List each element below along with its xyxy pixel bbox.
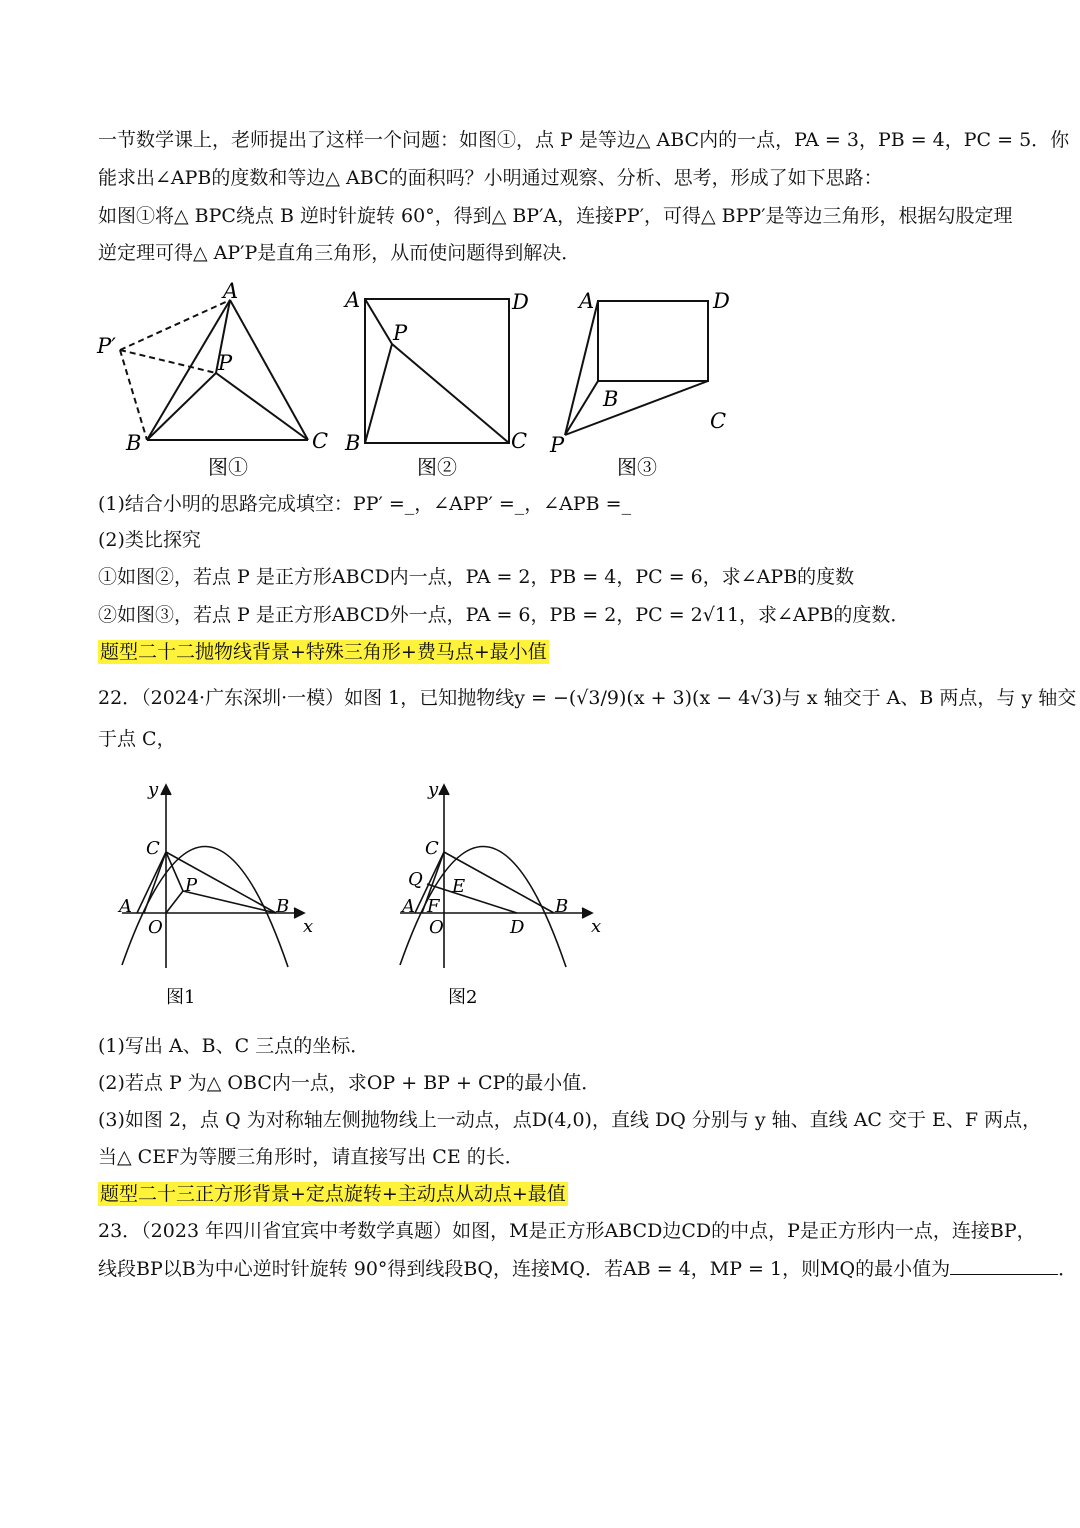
- graph2-label-E: E: [452, 876, 466, 897]
- graph1-label-P: P: [185, 875, 198, 896]
- intro-line-4: 逆定理可得△ AP′P是直角三角形，从而使问题得到解决．: [98, 242, 581, 264]
- figure-3: [545, 280, 745, 483]
- fig2-label-A: A: [345, 288, 361, 312]
- graph1-label-C: C: [146, 838, 160, 859]
- q21-part-2-2: ②如图③，若点 P 是正方形ABCD外一点，PA = 6，PB = 2，PC = 2√11，求∠APB的度数．: [98, 604, 910, 626]
- answer-blank[interactable]: [950, 1256, 1058, 1275]
- fig2-label-B: B: [345, 431, 361, 455]
- q23-line-1: 23．（2023 年四川省宜宾中考数学真题）如图，M是正方形ABCD边CD的中点，P是正方形内一点，连接BP，: [98, 1220, 1036, 1242]
- q22-line-2: 于点 C，: [98, 728, 176, 750]
- graph2-label-F: F: [427, 896, 440, 917]
- graph2-label-y: y: [428, 779, 439, 800]
- fig3-label-D: D: [713, 289, 730, 313]
- q21-part-2-1: ①如图②，若点 P 是正方形ABCD内一点，PA = 2，PB = 4，PC = 6，求∠APB的度数: [98, 566, 855, 588]
- q22-part-2: (2)若点 P 为△ OBC内一点，求OP + BP + CP的最小值．: [98, 1072, 601, 1094]
- fig2-caption: 图②: [417, 455, 457, 479]
- graph1-caption: 图1: [166, 987, 196, 1008]
- graph2-label-B: B: [555, 896, 569, 917]
- q23-line-2-end: ．: [1058, 1258, 1078, 1280]
- graph2-label-A: A: [402, 896, 415, 917]
- figure-1: [90, 278, 340, 483]
- fig1-label-C: C: [312, 429, 329, 453]
- q21-part-1: (1)结合小明的思路完成填空：PP′ =_，∠APP′ =_，∠APB =_: [98, 493, 632, 515]
- graph-2: [392, 775, 607, 1015]
- q22-part-1: (1)写出 A、B、C 三点的坐标．: [98, 1035, 370, 1057]
- q23-line-2: [98, 1256, 1077, 1281]
- section-heading-22-text: 题型二十二抛物线背景+特殊三角形+费马点+最小值: [100, 641, 547, 663]
- fig3-label-P: P: [550, 433, 565, 457]
- q22-part-3: (3)如图 2，点 Q 为对称轴左侧抛物线上一动点，点D(4,0)，直线 DQ 分别与 y 轴、直线 AC 交于 E、F 两点，: [98, 1109, 1042, 1131]
- section-heading-23-text: 题型二十三正方形背景+定点旋转+主动点从动点+最值: [100, 1183, 566, 1205]
- graph1-label-A: A: [119, 896, 132, 917]
- graph1-label-B: B: [276, 896, 290, 917]
- fig1-label-B: B: [126, 431, 142, 455]
- section-heading-22: [98, 640, 549, 664]
- graph-1: [110, 775, 320, 1015]
- fig1-label-P-prime: P′: [97, 334, 116, 358]
- fig2-label-D: D: [512, 290, 529, 314]
- fig1-label-A: A: [223, 279, 239, 303]
- graph2-caption: 图2: [448, 987, 478, 1008]
- figure-2: [340, 280, 540, 483]
- graph2-label-x: x: [591, 916, 602, 937]
- graph2-label-C: C: [425, 838, 439, 859]
- fig2-label-C: C: [511, 429, 528, 453]
- section-heading-23: [98, 1182, 568, 1206]
- fig3-label-C: C: [710, 409, 727, 433]
- intro-line-1: 一节数学课上，老师提出了这样一个问题：如图①，点 P 是等边△ ABC内的一点，PA = 3，PB = 4，PC = 5．你: [98, 129, 1070, 151]
- graph2-label-O: O: [429, 917, 444, 938]
- graph1-label-O: O: [148, 917, 163, 938]
- graph2-label-D: D: [510, 917, 525, 938]
- fig1-caption: 图①: [208, 455, 248, 479]
- graph1-label-y: y: [148, 779, 159, 800]
- fig3-label-B: B: [603, 387, 619, 411]
- q23-line-2-text: 线段BP以B为中心逆时针旋转 90°得到线段BQ，连接MQ．若AB = 4，MP = 1，则MQ的最小值为: [98, 1258, 951, 1280]
- intro-line-3: 如图①将△ BPC绕点 B 逆时针旋转 60°，得到△ BP′A，连接PP′，可得△ BPP′是等边三角形，根据勾股定理: [98, 205, 1013, 227]
- fig3-caption: 图③: [617, 455, 657, 479]
- graph1-label-x: x: [303, 916, 314, 937]
- fig3-label-A: A: [579, 289, 595, 313]
- intro-line-2: 能求出∠APB的度数和等边△ ABC的面积吗？小明通过观察、分析、思考，形成了如下思路：: [98, 167, 883, 189]
- fig2-label-P: P: [393, 321, 408, 345]
- q21-part-2: (2)类比探究: [98, 529, 201, 551]
- q22-line-1: 22．（2024·广东深圳·一模）如图 1，已知抛物线y = −(√3/9)(x + 3)(x − 4√3)与 x 轴交于 A、B 两点，与 y 轴交: [98, 687, 1077, 709]
- graph2-label-Q: Q: [408, 869, 423, 890]
- fig1-label-P: P: [218, 351, 233, 375]
- q22-part-4: 当△ CEF为等腰三角形时，请直接写出 CE 的长．: [98, 1146, 524, 1168]
